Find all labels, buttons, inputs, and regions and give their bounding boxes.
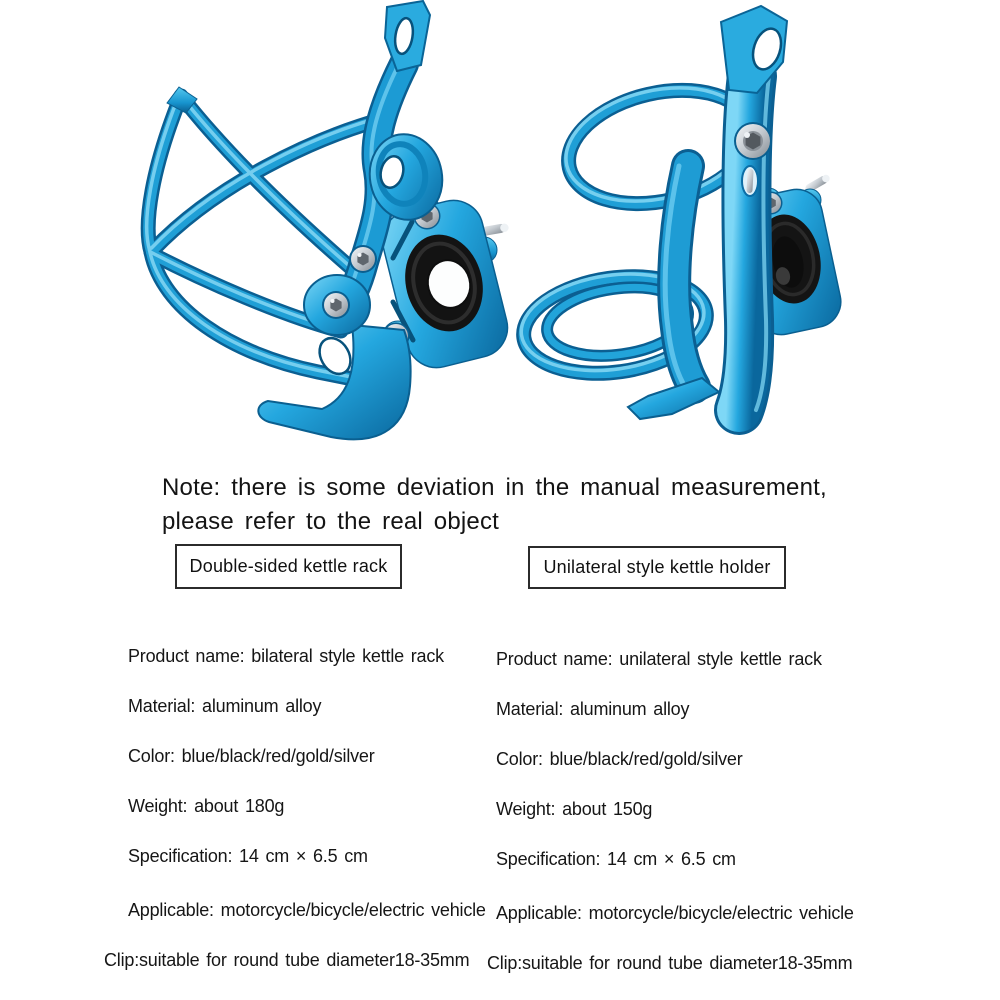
product-photo-left [147,1,514,439]
product-label-right: Unilateral style kettle holder [543,557,771,577]
clamp-bolt-icon [737,299,760,322]
spec-line: Applicable: motorcycle/bicycle/electric vehicle [496,903,854,923]
adjust-slot [742,166,758,196]
cage-front-strap [665,166,694,387]
spec-line: Specification: 14 cm × 6.5 cm [128,846,368,866]
spec-line: Material: aluminum alloy [496,699,690,719]
spec-line: Product name: unilateral style kettle rack [496,649,822,669]
clamp-bolt-icon [760,192,783,215]
cage-spine [339,64,404,309]
clamp-bolt-icon [414,203,441,230]
spec-line: Material: aluminum alloy [128,696,322,716]
spec-line: Color: blue/black/red/gold/silver [128,746,375,766]
cage-foot [628,378,719,419]
clamp-bolt-icon [383,323,410,350]
cage-foot [258,325,410,439]
spec-list-right [487,647,854,1000]
spec-line: Weight: about 150g [496,799,653,819]
handlebar-clamp-icon [376,194,514,374]
spec-line: Clip:suitable for round tube diameter18-35mm [104,950,470,970]
handlebar-clamp-icon [732,173,845,339]
cage-bolt-icon [349,245,377,273]
mount-tab [721,6,787,93]
spec-line: Applicable: motorcycle/bicycle/electric vehicle [128,900,486,920]
cage-upper-hoop [555,71,763,221]
cage-lower-ring [515,263,713,385]
cage-band-tip [167,87,197,113]
cage-bolt-icon [734,122,772,160]
note-line-1: Note: there is some deviation in the manual measurement, [162,474,827,501]
product-label-left-box [175,544,402,589]
product-label-left: Double-sided kettle rack [189,556,388,576]
cage-spine [739,76,769,410]
spec-list-left [104,644,486,998]
spec-line: Clip:suitable for round tube diameter18-35mm [487,953,853,973]
spec-line: Specification: 14 cm × 6.5 cm [496,849,736,869]
spec-line: Weight: about 180g [128,796,285,816]
spec-line: Product name: bilateral style kettle rack [128,646,444,666]
note-line-2: please refer to the real object [162,508,500,535]
bottle-cage-bands [147,94,383,379]
note-text [162,471,882,539]
mount-tab [385,1,430,71]
product-label-right-box [528,546,786,589]
cage-bolt-icon [322,291,350,319]
spec-line: Color: blue/black/red/gold/silver [496,749,743,769]
product-photo-right [515,6,846,419]
